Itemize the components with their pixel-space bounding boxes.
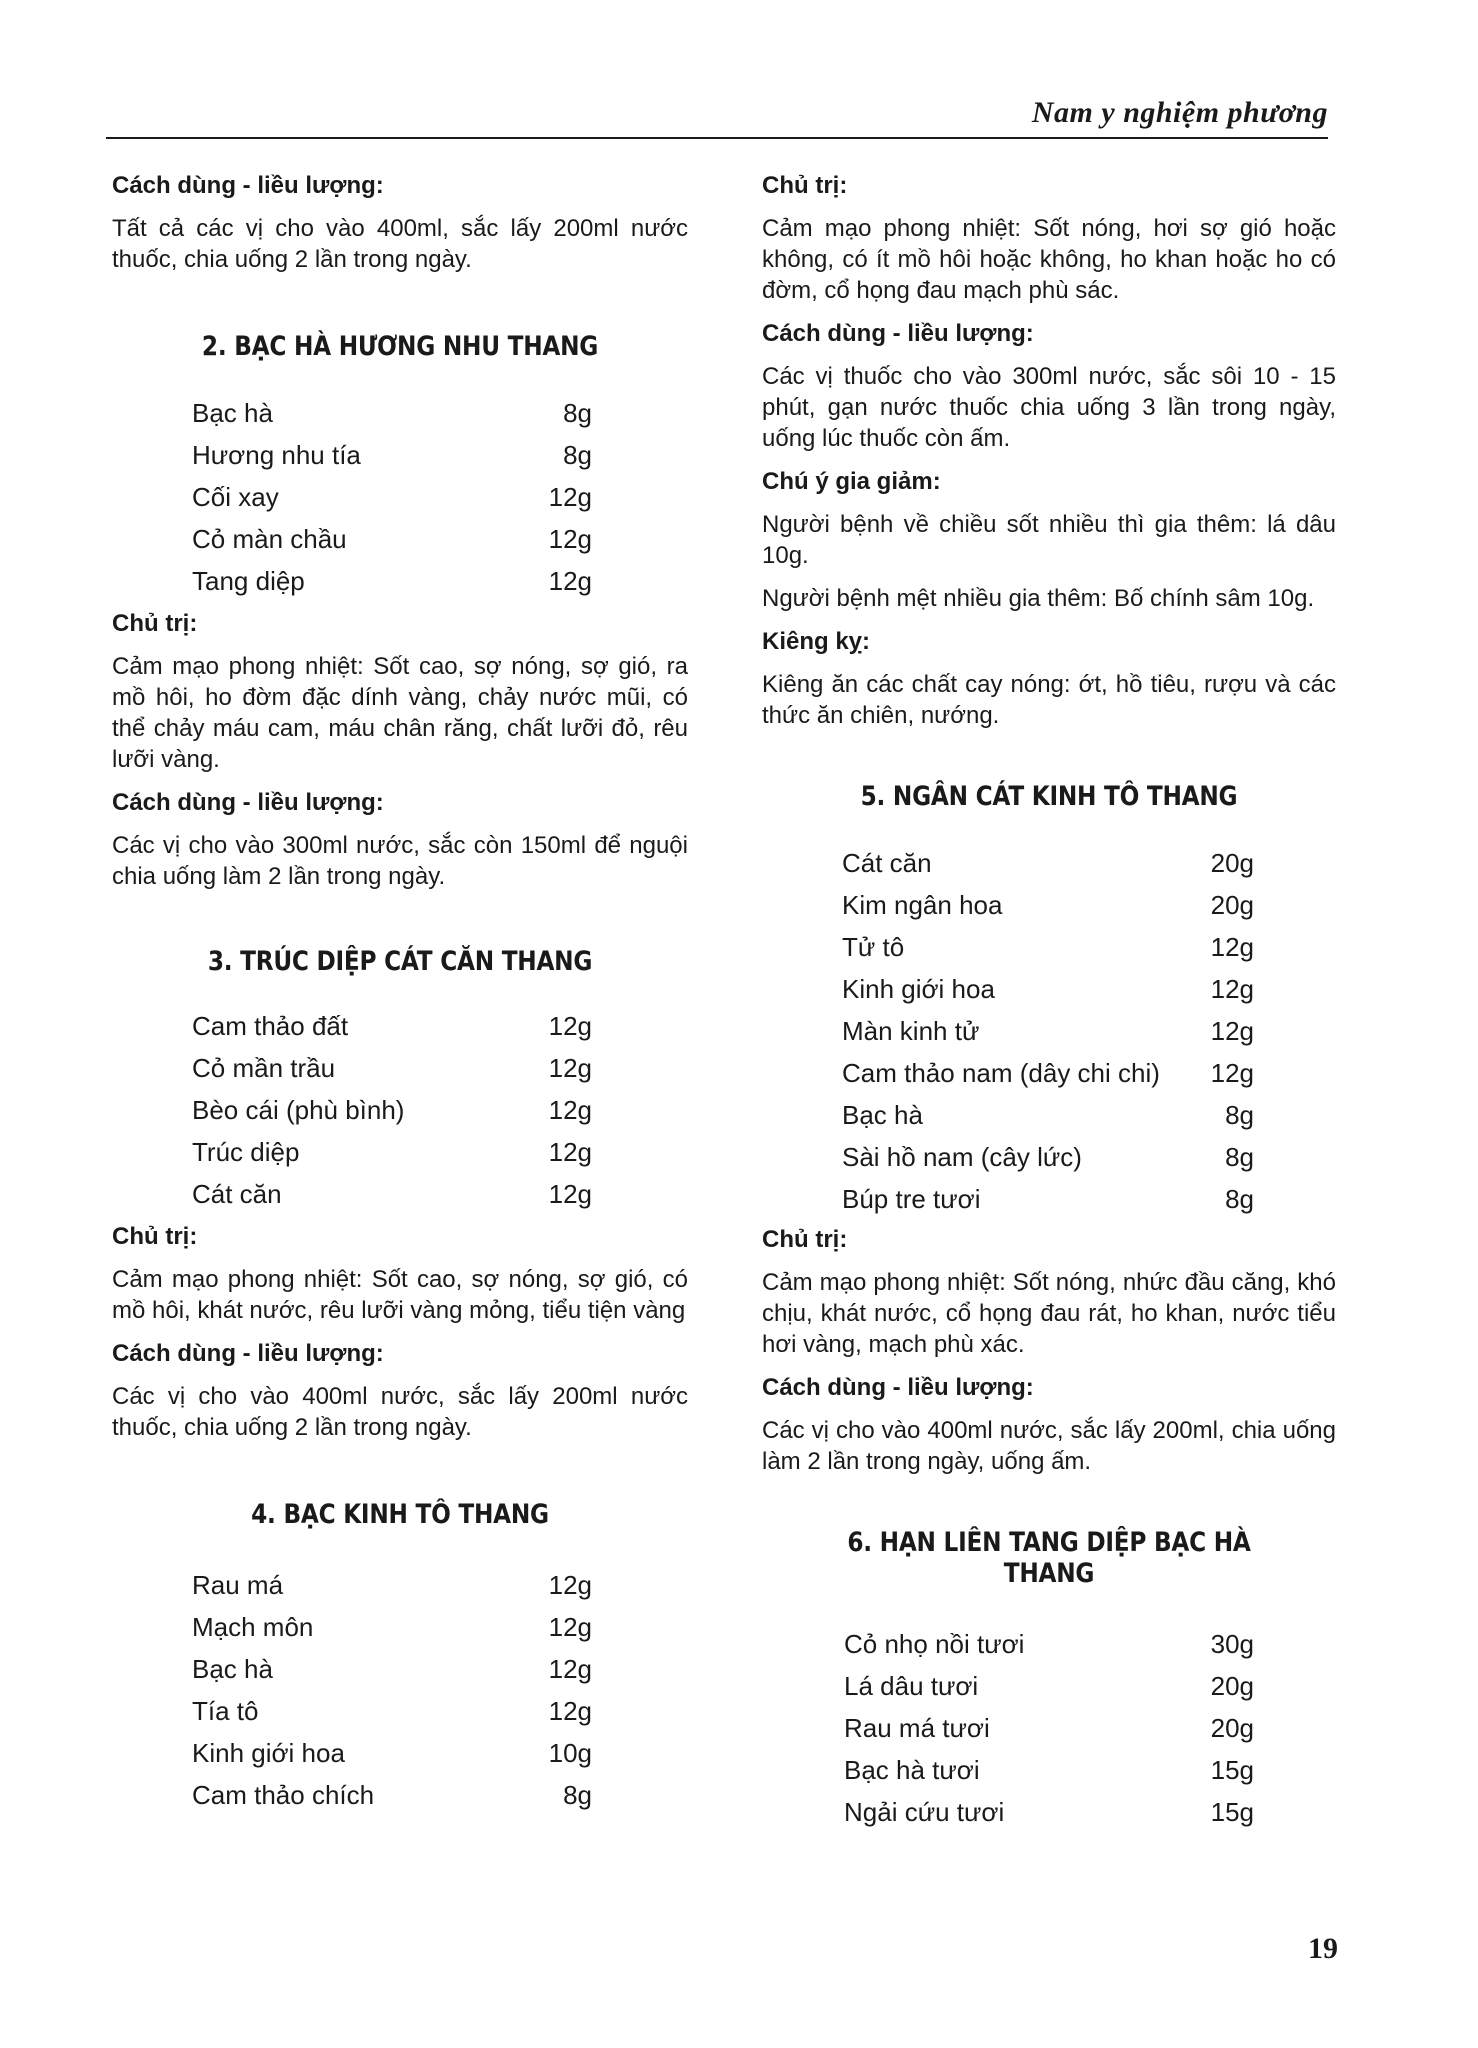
dose-label: Cách dùng - liều lượng: — [112, 1340, 384, 1367]
dose-label: Cách dùng - liều lượng: — [762, 1374, 1034, 1401]
ingredient-qty: 20g — [1210, 1671, 1254, 1701]
ingredient-row — [844, 1749, 1254, 1791]
ingredient-row — [844, 1623, 1254, 1665]
page-number: 19 — [1308, 1932, 1338, 1965]
ingredient-row — [842, 926, 1254, 968]
ingredient-qty: 8g — [563, 1780, 592, 1810]
ingredient-name: Trúc diệp — [192, 1137, 300, 1167]
ingredient-name: Tang diệp — [192, 566, 305, 596]
ingredient-qty: 12g — [548, 482, 592, 512]
avoid-text: Kiêng ăn các chất cay nóng: ớt, hồ tiêu, rượu và các thức ăn chiên, nướng. — [762, 671, 1336, 729]
ingredient-name: Bạc hà — [192, 1654, 273, 1684]
ingredient-row — [842, 1136, 1254, 1178]
indication-label: Chủ trị: — [112, 1223, 198, 1250]
ingredient-qty: 12g — [548, 1137, 592, 1167]
ingredient-list-5 — [842, 842, 1254, 1220]
ingredient-list-4 — [192, 1564, 592, 1816]
ingredient-row — [842, 968, 1254, 1010]
ingredient-name: Cát căn — [192, 1179, 282, 1209]
ingredient-name: Sài hồ nam (cây lức) — [842, 1142, 1082, 1172]
dose-text: Các vị thuốc cho vào 300ml nước, sắc sôi 10 - 15 phút, gạn nước thuốc chia uống 3 lần trong ngày, uống lúc thuốc còn ấm. — [762, 363, 1336, 452]
running-head: Nam y nghiệm phương — [1031, 96, 1328, 129]
ingredient-row — [844, 1665, 1254, 1707]
indication-text: Cảm mạo phong nhiệt: Sốt cao, sợ nóng, sợ gió, có mồ hôi, khát nước, rêu lưỡi vàng mỏng, tiểu tiện vàng — [112, 1266, 688, 1324]
dose-text: Các vị cho vào 300ml nước, sắc còn 150ml để nguội chia uống làm 2 lần trong ngày. — [112, 832, 688, 890]
ingredient-row — [192, 1606, 592, 1648]
ingredient-qty: 15g — [1210, 1755, 1254, 1785]
indication-label: Chủ trị: — [762, 1226, 848, 1253]
ingredient-row — [844, 1791, 1254, 1833]
ingredient-name: Lá dâu tươi — [844, 1671, 979, 1701]
ingredient-name: Kinh giới hoa — [192, 1738, 345, 1768]
ingredient-qty: 30g — [1210, 1629, 1254, 1659]
ingredient-qty: 12g — [548, 1095, 592, 1125]
ingredient-row — [192, 1564, 592, 1606]
note-text: Người bệnh về chiều sốt nhiều thì gia thêm: lá dâu 10g. — [762, 511, 1336, 569]
ingredient-name: Cam thảo chích — [192, 1780, 375, 1810]
ingredient-row — [192, 392, 592, 434]
avoid-label: Kiêng kỵ: — [762, 628, 871, 655]
ingredient-qty: 8g — [1225, 1184, 1254, 1214]
note-text: Người bệnh mệt nhiều gia thêm: Bố chính sâm 10g. — [762, 585, 1315, 612]
ingredient-qty: 8g — [1225, 1100, 1254, 1130]
ingredient-name: Kim ngân hoa — [842, 890, 1003, 920]
ingredient-qty: 12g — [1210, 1016, 1254, 1046]
ingredient-row — [192, 1089, 592, 1131]
dose-label: Cách dùng - liều lượng: — [112, 789, 384, 816]
ingredient-name: Cỏ nhọ nồi tươi — [844, 1629, 1025, 1659]
ingredient-qty: 8g — [563, 398, 592, 428]
ingredient-list-2 — [192, 392, 592, 602]
dose-label: Cách dùng - liều lượng: — [112, 172, 384, 199]
ingredient-name: Tía tô — [192, 1696, 259, 1726]
ingredient-row — [842, 1010, 1254, 1052]
ingredient-name: Hương nhu tía — [192, 440, 361, 470]
ingredient-row — [844, 1707, 1254, 1749]
ingredient-name: Ngải cứu tươi — [844, 1797, 1005, 1827]
ingredient-row — [192, 1690, 592, 1732]
section-title-3: 3. TRÚC DIỆP CÁT CĂN THANG — [207, 946, 593, 977]
ingredient-qty: 20g — [1210, 848, 1254, 878]
ingredient-row — [192, 1047, 592, 1089]
section-title-4: 4. BẠC KINH TÔ THANG — [251, 1499, 549, 1530]
ingredient-qty: 10g — [548, 1738, 592, 1768]
ingredient-row — [192, 476, 592, 518]
ingredient-row — [842, 1178, 1254, 1220]
ingredient-qty: 12g — [1210, 974, 1254, 1004]
ingredient-qty: 12g — [548, 1696, 592, 1726]
ingredient-row — [192, 1648, 592, 1690]
ingredient-row — [842, 1094, 1254, 1136]
ingredient-row — [842, 1052, 1254, 1094]
indication-text: Cảm mạo phong nhiệt: Sốt nóng, hơi sợ gió hoặc không, có ít mồ hôi hoặc không, ho khan hoặc ho có đờm, cổ họng đau mạch phù sác. — [762, 215, 1336, 304]
ingredient-name: Tử tô — [842, 932, 905, 962]
ingredient-row — [842, 842, 1254, 884]
ingredient-qty: 8g — [1225, 1142, 1254, 1172]
ingredient-name: Cối xay — [192, 482, 279, 512]
ingredient-name: Mạch môn — [192, 1612, 314, 1642]
ingredient-qty: 12g — [548, 524, 592, 554]
ingredient-name: Cam thảo đất — [192, 1011, 349, 1041]
ingredient-row — [192, 1774, 592, 1816]
ingredient-qty: 8g — [563, 440, 592, 470]
dose-text: Các vị cho vào 400ml nước, sắc lấy 200ml nước thuốc, chia uống 2 lần trong ngày. — [112, 1383, 688, 1441]
ingredient-row — [192, 1005, 592, 1047]
ingredient-name: Rau má — [192, 1570, 284, 1600]
ingredient-qty: 15g — [1210, 1797, 1254, 1827]
indication-text: Cảm mạo phong nhiệt: Sốt cao, sợ nóng, sợ gió, ra mồ hôi, ho đờm đặc dính vàng, chảy nước mũi, có thể chảy máu cam, máu chân răng, chất lưỡi đỏ, rêu lưỡi vàng. — [112, 653, 688, 773]
ingredient-qty: 12g — [548, 1654, 592, 1684]
ingredient-list-3 — [192, 1005, 592, 1215]
ingredient-name: Cát căn — [842, 848, 932, 878]
indication-label: Chủ trị: — [762, 172, 848, 199]
header-rule — [106, 137, 1328, 139]
left-column — [112, 170, 688, 1816]
ingredient-name: Bạc hà tươi — [844, 1755, 980, 1785]
ingredient-row — [192, 1173, 592, 1215]
ingredient-row — [842, 884, 1254, 926]
ingredient-row — [192, 560, 592, 602]
section-title-5: 5. NGÂN CÁT KINH TÔ THANG — [860, 781, 1238, 812]
ingredient-qty: 12g — [1210, 932, 1254, 962]
ingredient-name: Cỏ màn chầu — [192, 524, 347, 554]
section-title-2: 2. BẠC HÀ HƯƠNG NHU THANG — [201, 331, 599, 362]
ingredient-list-6 — [844, 1623, 1254, 1833]
ingredient-name: Màn kinh tử — [842, 1016, 980, 1046]
ingredient-name: Cỏ mần trầu — [192, 1053, 336, 1083]
ingredient-qty: 12g — [548, 1570, 592, 1600]
dose-text: Các vị cho vào 400ml nước, sắc lấy 200ml, chia uống làm 2 lần trong ngày, uống ấm. — [762, 1417, 1336, 1475]
ingredient-qty: 20g — [1210, 890, 1254, 920]
ingredient-row — [192, 1131, 592, 1173]
ingredient-name: Rau má tươi — [844, 1713, 990, 1743]
ingredient-name: Cam thảo nam (dây chi chi) — [842, 1058, 1160, 1088]
ingredient-qty: 12g — [548, 566, 592, 596]
note-label: Chú ý gia giảm: — [762, 468, 941, 495]
ingredient-qty: 12g — [548, 1179, 592, 1209]
ingredient-name: Búp tre tươi — [842, 1184, 981, 1214]
section-title-6: 6. HẠN LIÊN TANG DIỆP BẠC HÀ THANG — [847, 1527, 1251, 1589]
ingredient-name: Bèo cái (phù bình) — [192, 1095, 405, 1125]
ingredient-qty: 12g — [548, 1612, 592, 1642]
ingredient-row — [192, 1732, 592, 1774]
ingredient-qty: 12g — [1210, 1058, 1254, 1088]
ingredient-qty: 12g — [548, 1011, 592, 1041]
dose-label: Cách dùng - liều lượng: — [762, 320, 1034, 347]
ingredient-row — [192, 518, 592, 560]
indication-text: Cảm mạo phong nhiệt: Sốt nóng, nhức đầu căng, khó chịu, khát nước, cổ họng đau rát, ho khan, nước tiểu hơi vàng, mạch phù xác. — [762, 1269, 1336, 1358]
ingredient-name: Bạc hà — [842, 1100, 923, 1130]
ingredient-row — [192, 434, 592, 476]
ingredient-name: Kinh giới hoa — [842, 974, 995, 1004]
dose-text: Tất cả các vị cho vào 400ml, sắc lấy 200ml nước thuốc, chia uống 2 lần trong ngày. — [112, 215, 688, 273]
indication-label: Chủ trị: — [112, 610, 198, 637]
ingredient-qty: 20g — [1210, 1713, 1254, 1743]
ingredient-qty: 12g — [548, 1053, 592, 1083]
ingredient-name: Bạc hà — [192, 398, 273, 428]
right-column — [762, 170, 1336, 1833]
